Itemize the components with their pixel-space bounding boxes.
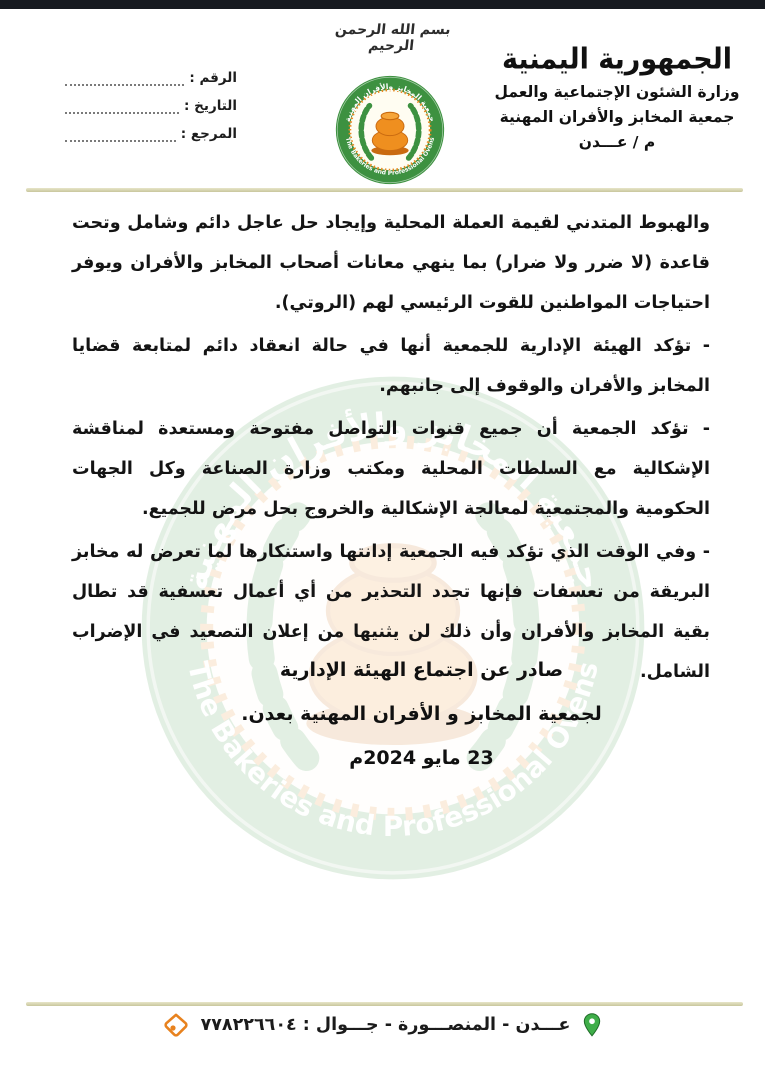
footer-contact-text: عـــدن - المنصـــورة - جـــوال : ٧٧٨٢٢٦٦٠٤	[200, 1015, 571, 1035]
phone-icon	[163, 1012, 189, 1038]
paragraph-text: والهبوط المتدني لقيمة العملة المحلية وإيجاد حل عاجل دائم وشامل وتحت قاعدة (لا ضرر ولا ضرار) بما ينهي معانات أصحاب المخابز والأفران ويوفر احتياجات المواطنين للقوت الرئيسي لهم (الروتي).	[72, 213, 710, 313]
field-reference-line	[65, 128, 176, 142]
ministry-name: وزارة الشئون الإجتماعية والعمل	[494, 83, 740, 101]
paragraph	[72, 409, 710, 529]
reference-fields	[65, 70, 237, 154]
paragraph-text: وفي الوقت الذي تؤكد فيه الجمعية إدانتها واستنكارها لما تعرض له مخابز البريقة من تعسفات فإنها تجدد التحذير من أي أعمال تعسفية قد تطال بقية المخابز والأفران وأن ذلك لن يثنيها من إعلان التصعيد في الإضراب الشامل.	[72, 542, 710, 682]
field-number-line	[65, 72, 184, 86]
bullet-dash: -	[691, 336, 710, 356]
footer	[0, 1012, 765, 1038]
field-reference-label: المرجع :	[180, 126, 237, 142]
header-divider	[26, 188, 743, 192]
association-name: جمعية المخابز والأفران المهنية	[499, 108, 735, 126]
association-logo-icon	[334, 74, 446, 186]
signature-line-1: صادر عن اجتماع الهيئة الإدارية	[279, 659, 564, 681]
association-logo	[334, 74, 446, 186]
field-reference	[65, 126, 237, 142]
branch-name: م / عـــدن	[578, 133, 656, 151]
paragraph	[72, 203, 710, 323]
paragraph	[72, 326, 710, 406]
signature-line-2: لجمعية المخابز و الأفران المهنية بعدن.	[241, 703, 602, 725]
paragraph-text: تؤكد الهيئة الإدارية للجمعية أنها في حالة انعقاد دائم لمتابعة قضايا المخابز والأفران والوقوف إلى جانبهم.	[72, 336, 710, 396]
signature-block	[96, 648, 747, 780]
bullet-dash: -	[696, 542, 711, 562]
letterhead-titles	[477, 44, 757, 151]
bullet-dash: -	[688, 419, 710, 439]
paragraph-text: تؤكد الجمعية أن جميع قنوات التواصل مفتوحة ومستعدة لمناقشة الإشكالية مع السلطات المحلية ومكتب وزارة الصناعة وكل الجهات الحكومية والمجتمعية لمعالجة الإشكالية والخروج بحل مرض للجميع.	[72, 419, 710, 519]
letter-body	[72, 203, 710, 695]
bismillah-calligraphy: بسم الله الرحمن الرحيم	[334, 22, 452, 54]
republic-title: الجمهورية اليمنية	[501, 42, 733, 77]
field-date-label: التاريخ :	[184, 98, 237, 114]
field-date	[65, 98, 237, 114]
signature-date: 23 مايو 2024م	[349, 747, 494, 769]
footer-divider	[26, 1002, 743, 1006]
field-number-label: الرقم :	[189, 70, 237, 86]
field-date-line	[65, 100, 179, 114]
location-pin-icon	[582, 1012, 602, 1038]
top-black-bar	[0, 0, 765, 9]
field-number	[65, 70, 237, 86]
